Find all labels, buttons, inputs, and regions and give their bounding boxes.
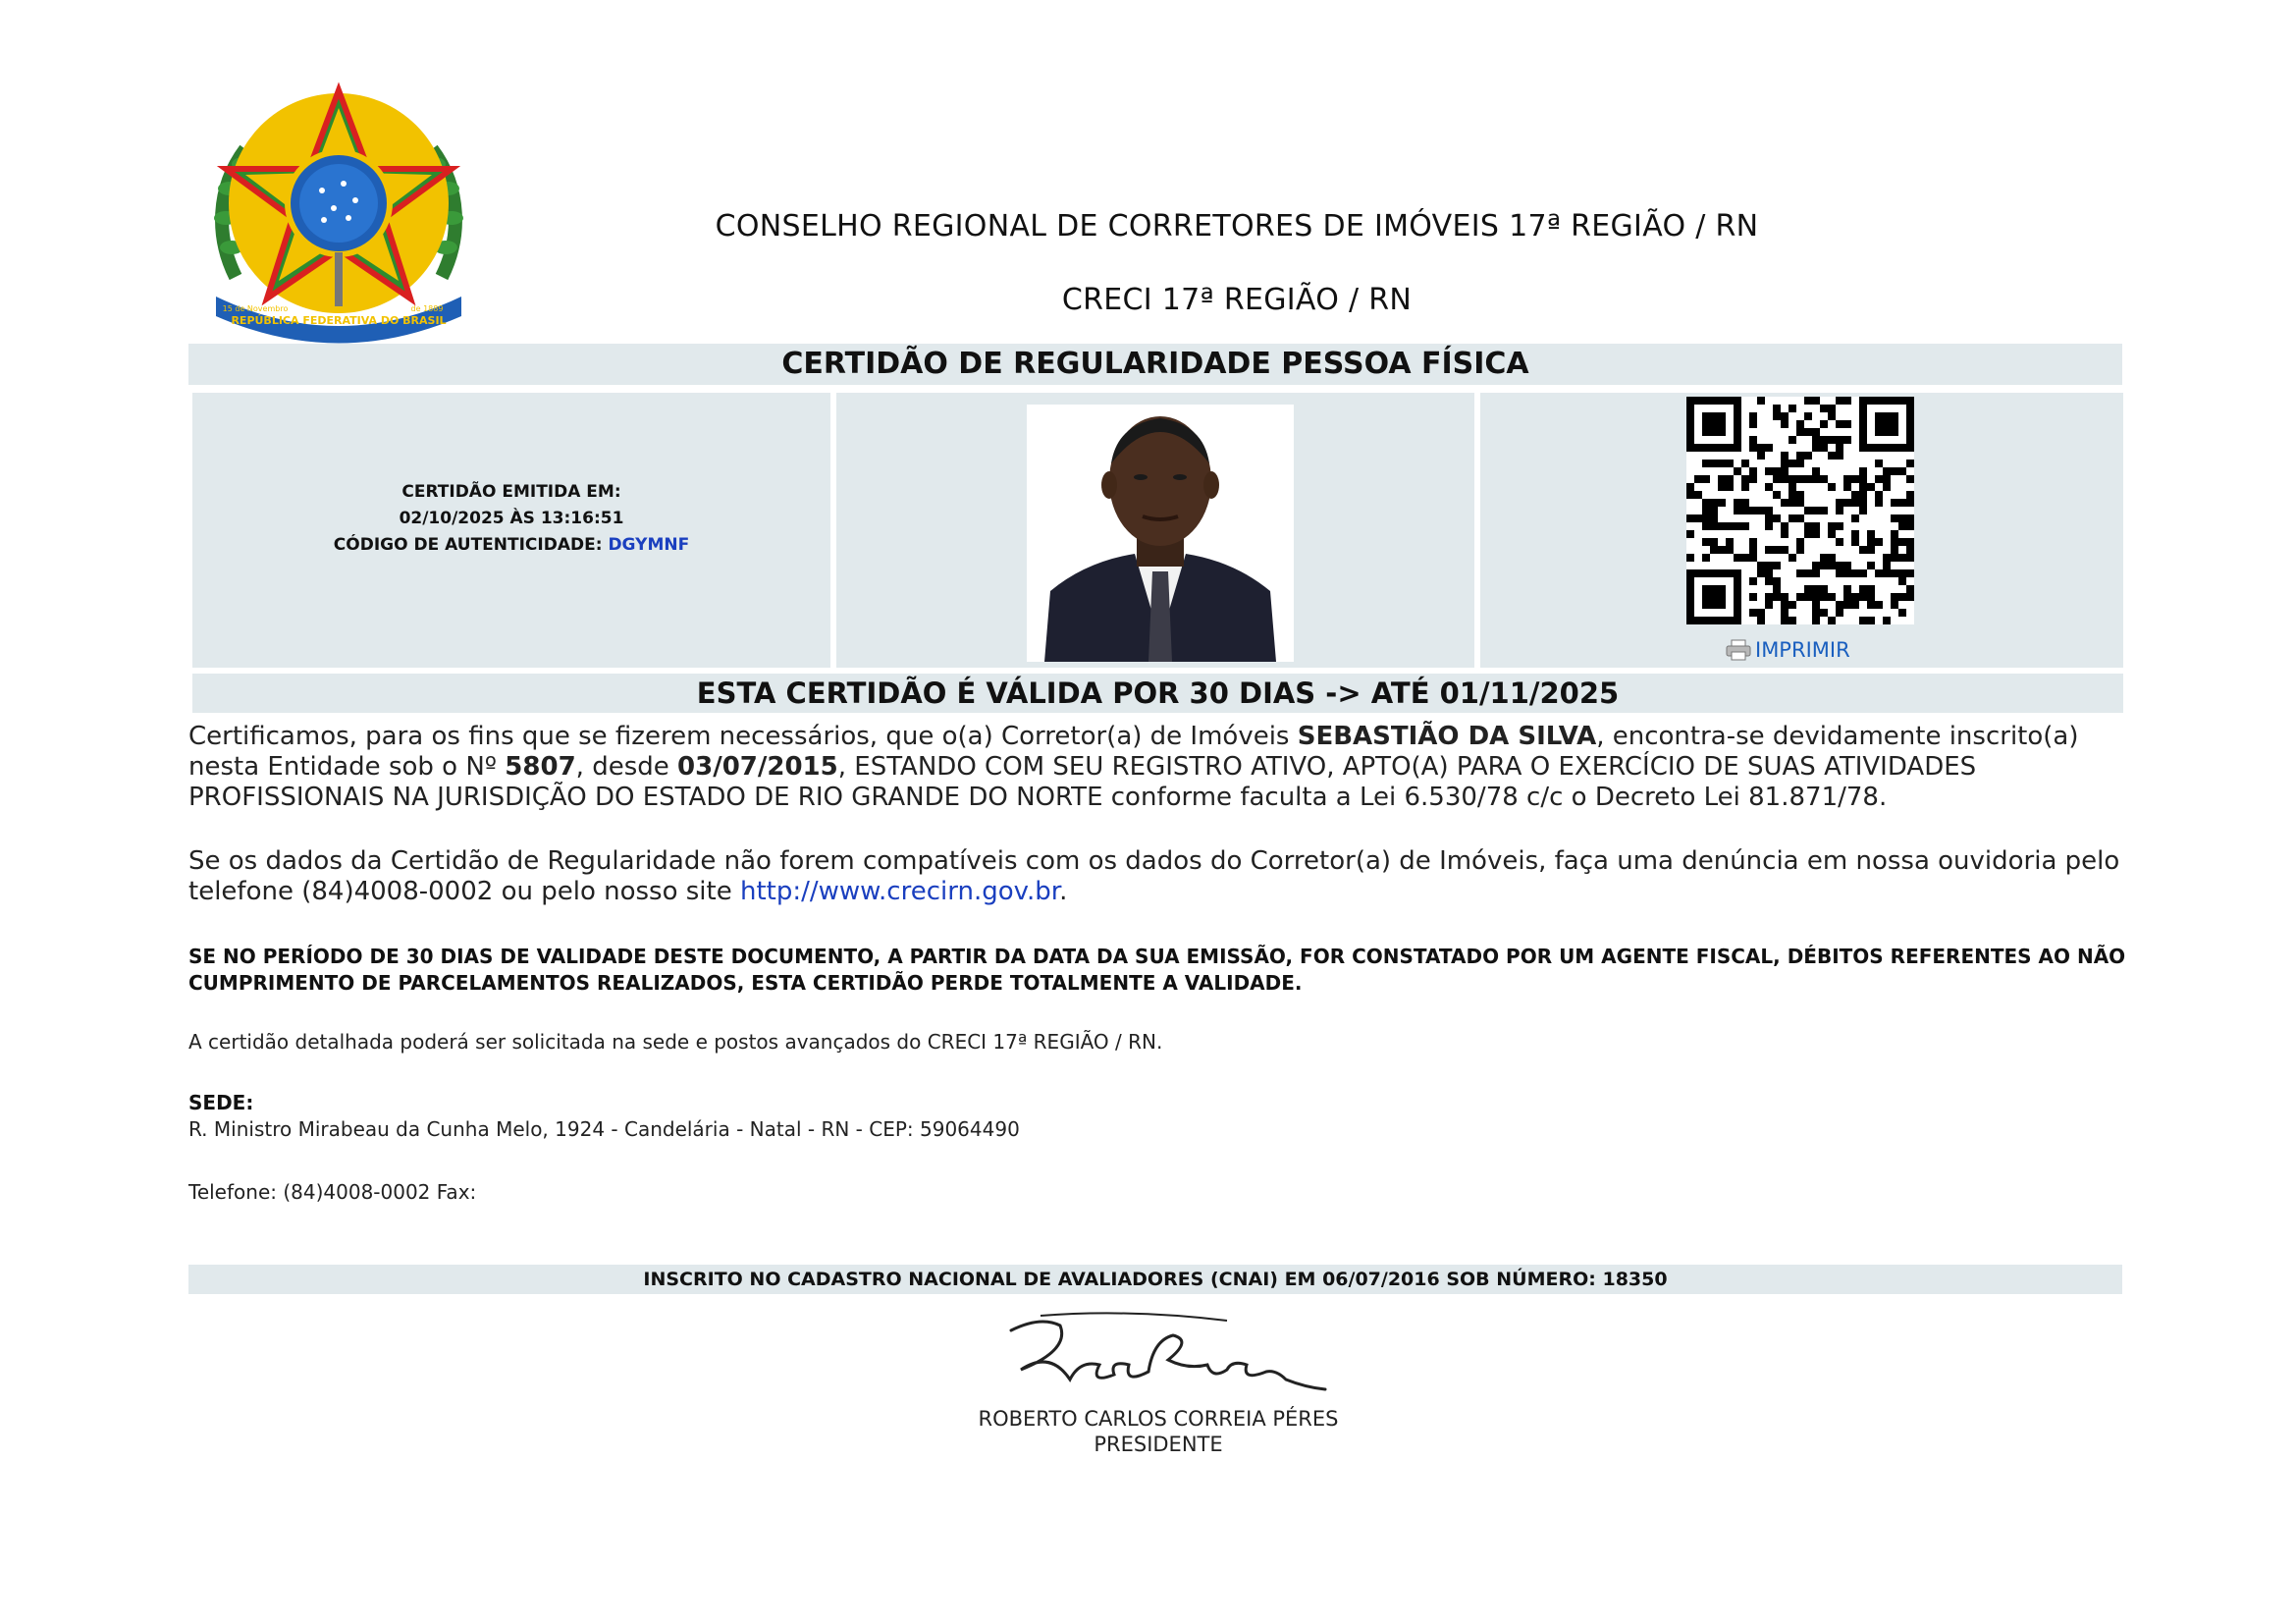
- validity-banner: ESTA CERTIDÃO É VÁLIDA POR 30 DIAS -> ATÉ 01/11/2025: [192, 674, 2123, 713]
- svg-text:REPÚBLICA FEDERATIVA DO BRASIL: REPÚBLICA FEDERATIVA DO BRASIL: [231, 314, 447, 327]
- detail-note: A certidão detalhada poderá ser solicitada na sede e postos avançados do CRECI 17ª REGIÃO / RN.: [188, 1030, 1163, 1054]
- issued-label: CERTIDÃO EMITIDA EM:: [401, 482, 621, 502]
- qr-cell: [1480, 393, 2123, 668]
- p1-text-d: , ESTANDO COM SEU REGISTRO ATIVO, APTO(A) PARA O EXERCÍCIO DE SUAS ATIVIDADES PROFISSIONAIS NA JURISDIÇÃO DO ESTADO DE RIO GRANDE DO NORTE conforme faculta a Lei 6.530/78 c/c o Decreto Lei 81.871/78.: [188, 752, 1977, 812]
- svg-text:de 1889: de 1889: [410, 304, 444, 313]
- signatory: [883, 1406, 1433, 1457]
- registration-number: 5807: [505, 752, 576, 782]
- p1-text-b: , encontra-se devidamente inscrito(a) nesta Entidade sob o Nº: [188, 722, 2079, 782]
- p1-text-c: , desde: [575, 752, 678, 782]
- printer-icon: [1726, 639, 1751, 661]
- certificate-title: CERTIDÃO DE REGULARIDADE PESSOA FÍSICA: [188, 344, 2122, 385]
- print-button[interactable]: [1726, 638, 1850, 662]
- issue-info: [192, 479, 830, 559]
- site-link[interactable]: http://www.crecirn.gov.br: [739, 877, 1060, 906]
- registration-date: 03/07/2015: [677, 752, 838, 782]
- broker-photo: [1027, 405, 1294, 662]
- issued-datetime: 02/10/2025 ÀS 13:16:51: [399, 509, 624, 528]
- auth-code: DGYMNF: [608, 535, 690, 555]
- certification-paragraph: [188, 722, 2132, 813]
- cnai-banner: INSCRITO NO CADASTRO NACIONAL DE AVALIADORES (CNAI) EM 06/07/2016 SOB NÚMERO: 18350: [188, 1265, 2122, 1294]
- photo-cell: [836, 393, 1474, 668]
- p1-text-a: Certificamos, para os fins que se fizerem necessários, que o(a) Corretor(a) de Imóveis: [188, 722, 1298, 751]
- creci-name: CRECI 17ª REGIÃO / RN: [1061, 283, 1413, 317]
- svg-text:15 de Novembro: 15 de Novembro: [222, 304, 289, 313]
- p2-text-b: .: [1059, 877, 1068, 906]
- sede-label: SEDE:: [188, 1091, 254, 1114]
- council-name: CONSELHO REGIONAL DE CORRETORES DE IMÓVEIS 17ª REGIÃO / RN: [715, 209, 1759, 244]
- broker-name: SEBASTIÃO DA SILVA: [1297, 722, 1597, 751]
- p2-text-a: Se os dados da Certidão de Regularidade não forem compatíveis com os dados do Corretor(a) de Imóveis, faça uma denúncia em nossa ouvidoria pelo telefone (84)4008-0002 ou pelo nosso site: [188, 846, 2120, 906]
- complaint-paragraph: [188, 846, 2132, 907]
- auth-code-label: CÓDIGO DE AUTENTICIDADE:: [333, 535, 609, 555]
- signatory-role: PRESIDENTE: [1094, 1433, 1223, 1456]
- print-label: IMPRIMIR: [1755, 638, 1850, 662]
- sede-address: R. Ministro Mirabeau da Cunha Melo, 1924 - Candelária - Natal - RN - CEP: 59064490: [188, 1117, 1020, 1141]
- issue-info-cell: [192, 393, 830, 668]
- president-signature: [982, 1311, 1335, 1399]
- validity-warning: SE NO PERÍODO DE 30 DIAS DE VALIDADE DESTE DOCUMENTO, A PARTIR DA DATA DA SUA EMISSÃO, FOR CONSTATADO POR UM AGENTE FISCAL, DÉBITOS REFERENTES AO NÃO CUMPRIMENTO DE PARCELAMENTOS REALIZADOS, ESTA CERTIDÃO PERDE TOTALMENTE A VALIDADE.: [188, 945, 2126, 995]
- signatory-name: ROBERTO CARLOS CORREIA PÉRES: [978, 1407, 1339, 1431]
- auth-code-line: [192, 532, 830, 559]
- qr-code[interactable]: [1686, 393, 1914, 628]
- contact-phone: Telefone: (84)4008-0002 Fax:: [188, 1180, 477, 1204]
- portrait-image: [1027, 405, 1294, 662]
- coat-of-arms-emblem: [196, 71, 481, 346]
